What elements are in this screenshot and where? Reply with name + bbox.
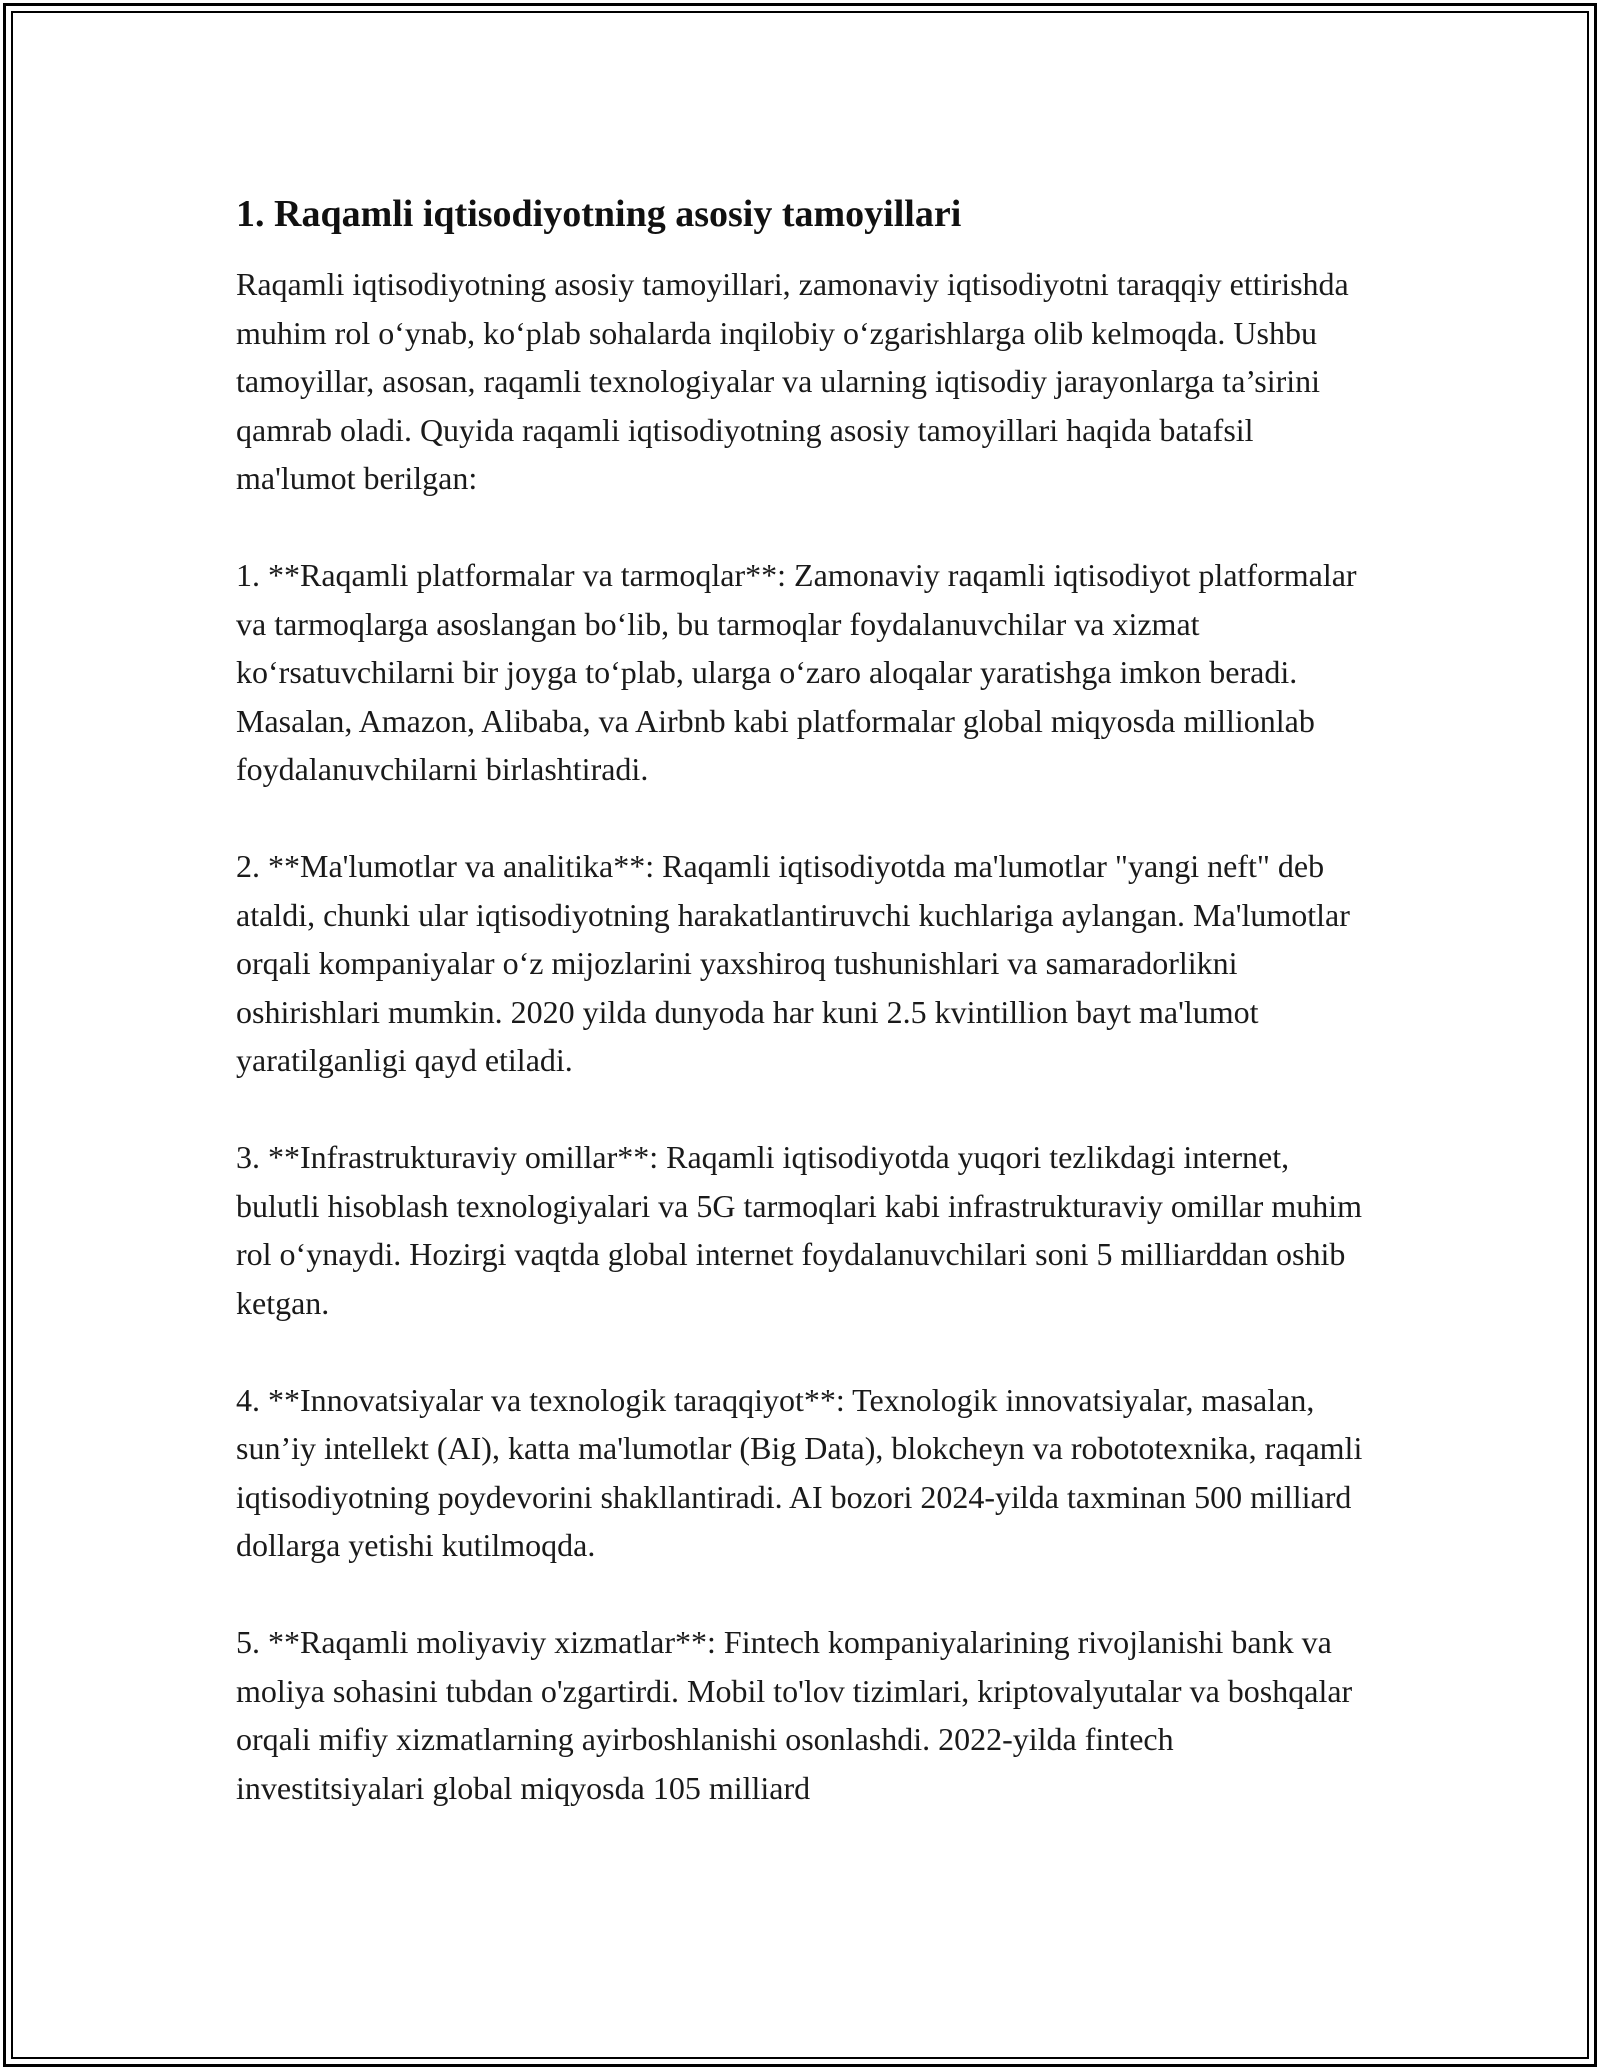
- paragraph-fintech: 5. **Raqamli moliyaviy xizmatlar**: Fintech kompaniyalarining rivojlanishi bank va moliya sohasini tubdan o'zgartirdi. Mobil to'lov tizimlari, kriptovalyutalar va boshqalar orqali mifiy xizmatlarning ayirboshlanishi osonlashdi. 2022-yilda fintech investitsiyalari global miqyosda 105 milliard: [236, 1624, 1353, 1806]
- paragraph-platforms: 1. **Raqamli platformalar va tarmoqlar**: Zamonaviy raqamli iqtisodiyot platformalar va tarmoqlarga asoslangan bo‘lib, bu tarmoqlar foydalanuvchilar va xizmat ko‘rsatuvchilarni bir joyga to‘plab, ularga o‘zaro aloqalar yaratishga imkon beradi. Masalan, Amazon, Alibaba, va Airbnb kabi platformalar global miqyosda millionlab foydalanuvchilarni birlashtiradi.: [236, 557, 1357, 787]
- paragraph-infrastructure: 3. **Infrastrukturaviy omillar**: Raqamli iqtisodiyotda yuqori tezlikdagi internet, bulutli hisoblash texnologiyalari va 5G tarmoqlari kabi infrastrukturaviy omillar muhim rol o‘ynaydi. Hozirgi vaqtda global internet foydalanuvchilari soni 5 milliarddan oshib ketgan.: [236, 1139, 1362, 1321]
- document-body: [236, 190, 1366, 1861]
- intro-paragraph: Raqamli iqtisodiyotning asosiy tamoyillari, zamonaviy iqtisodiyotni taraqqiy ettirishda muhim rol o‘ynab, ko‘plab sohalarda inqilobiy o‘zgarishlarga olib kelmoqda. Ushbu tamoyillar, asosan, raqamli texnologiyalar va ularning iqtisodiy jarayonlarga ta’sirini qamrab oladi. Quyida raqamli iqtisodiyotning asosiy tamoyillari haqida batafsil ma'lumot berilgan:: [236, 266, 1349, 496]
- paragraph-data-analytics: 2. **Ma'lumotlar va analitika**: Raqamli iqtisodiyotda ma'lumotlar "yangi neft" deb ataldi, chunki ular iqtisodiyotning harakatlantiruvchi kuchlariga aylangan. Ma'lumotlar orqali kompaniyalar o‘z mijozlarini yaxshiroq tushunishlari va samaradorlikni oshirishlari mumkin. 2020 yilda dunyoda har kuni 2.5 kvintillion bayt ma'lumot yaratilganligi qayd etiladi.: [236, 848, 1350, 1078]
- document-title: 1. Raqamli iqtisodiyotning asosiy tamoyillari: [236, 193, 962, 235]
- paragraph-innovation: 4. **Innovatsiyalar va texnologik taraqqiyot**: Texnologik innovatsiyalar, masalan, sun’iy intellekt (AI), katta ma'lumotlar (Big Data), blokcheyn va robototexnika, raqamli iqtisodiyotning poydevorini shakllantiradi. AI bozori 2024-yilda taxminan 500 milliard dollarga yetishi kutilmoqda.: [236, 1381, 1363, 1563]
